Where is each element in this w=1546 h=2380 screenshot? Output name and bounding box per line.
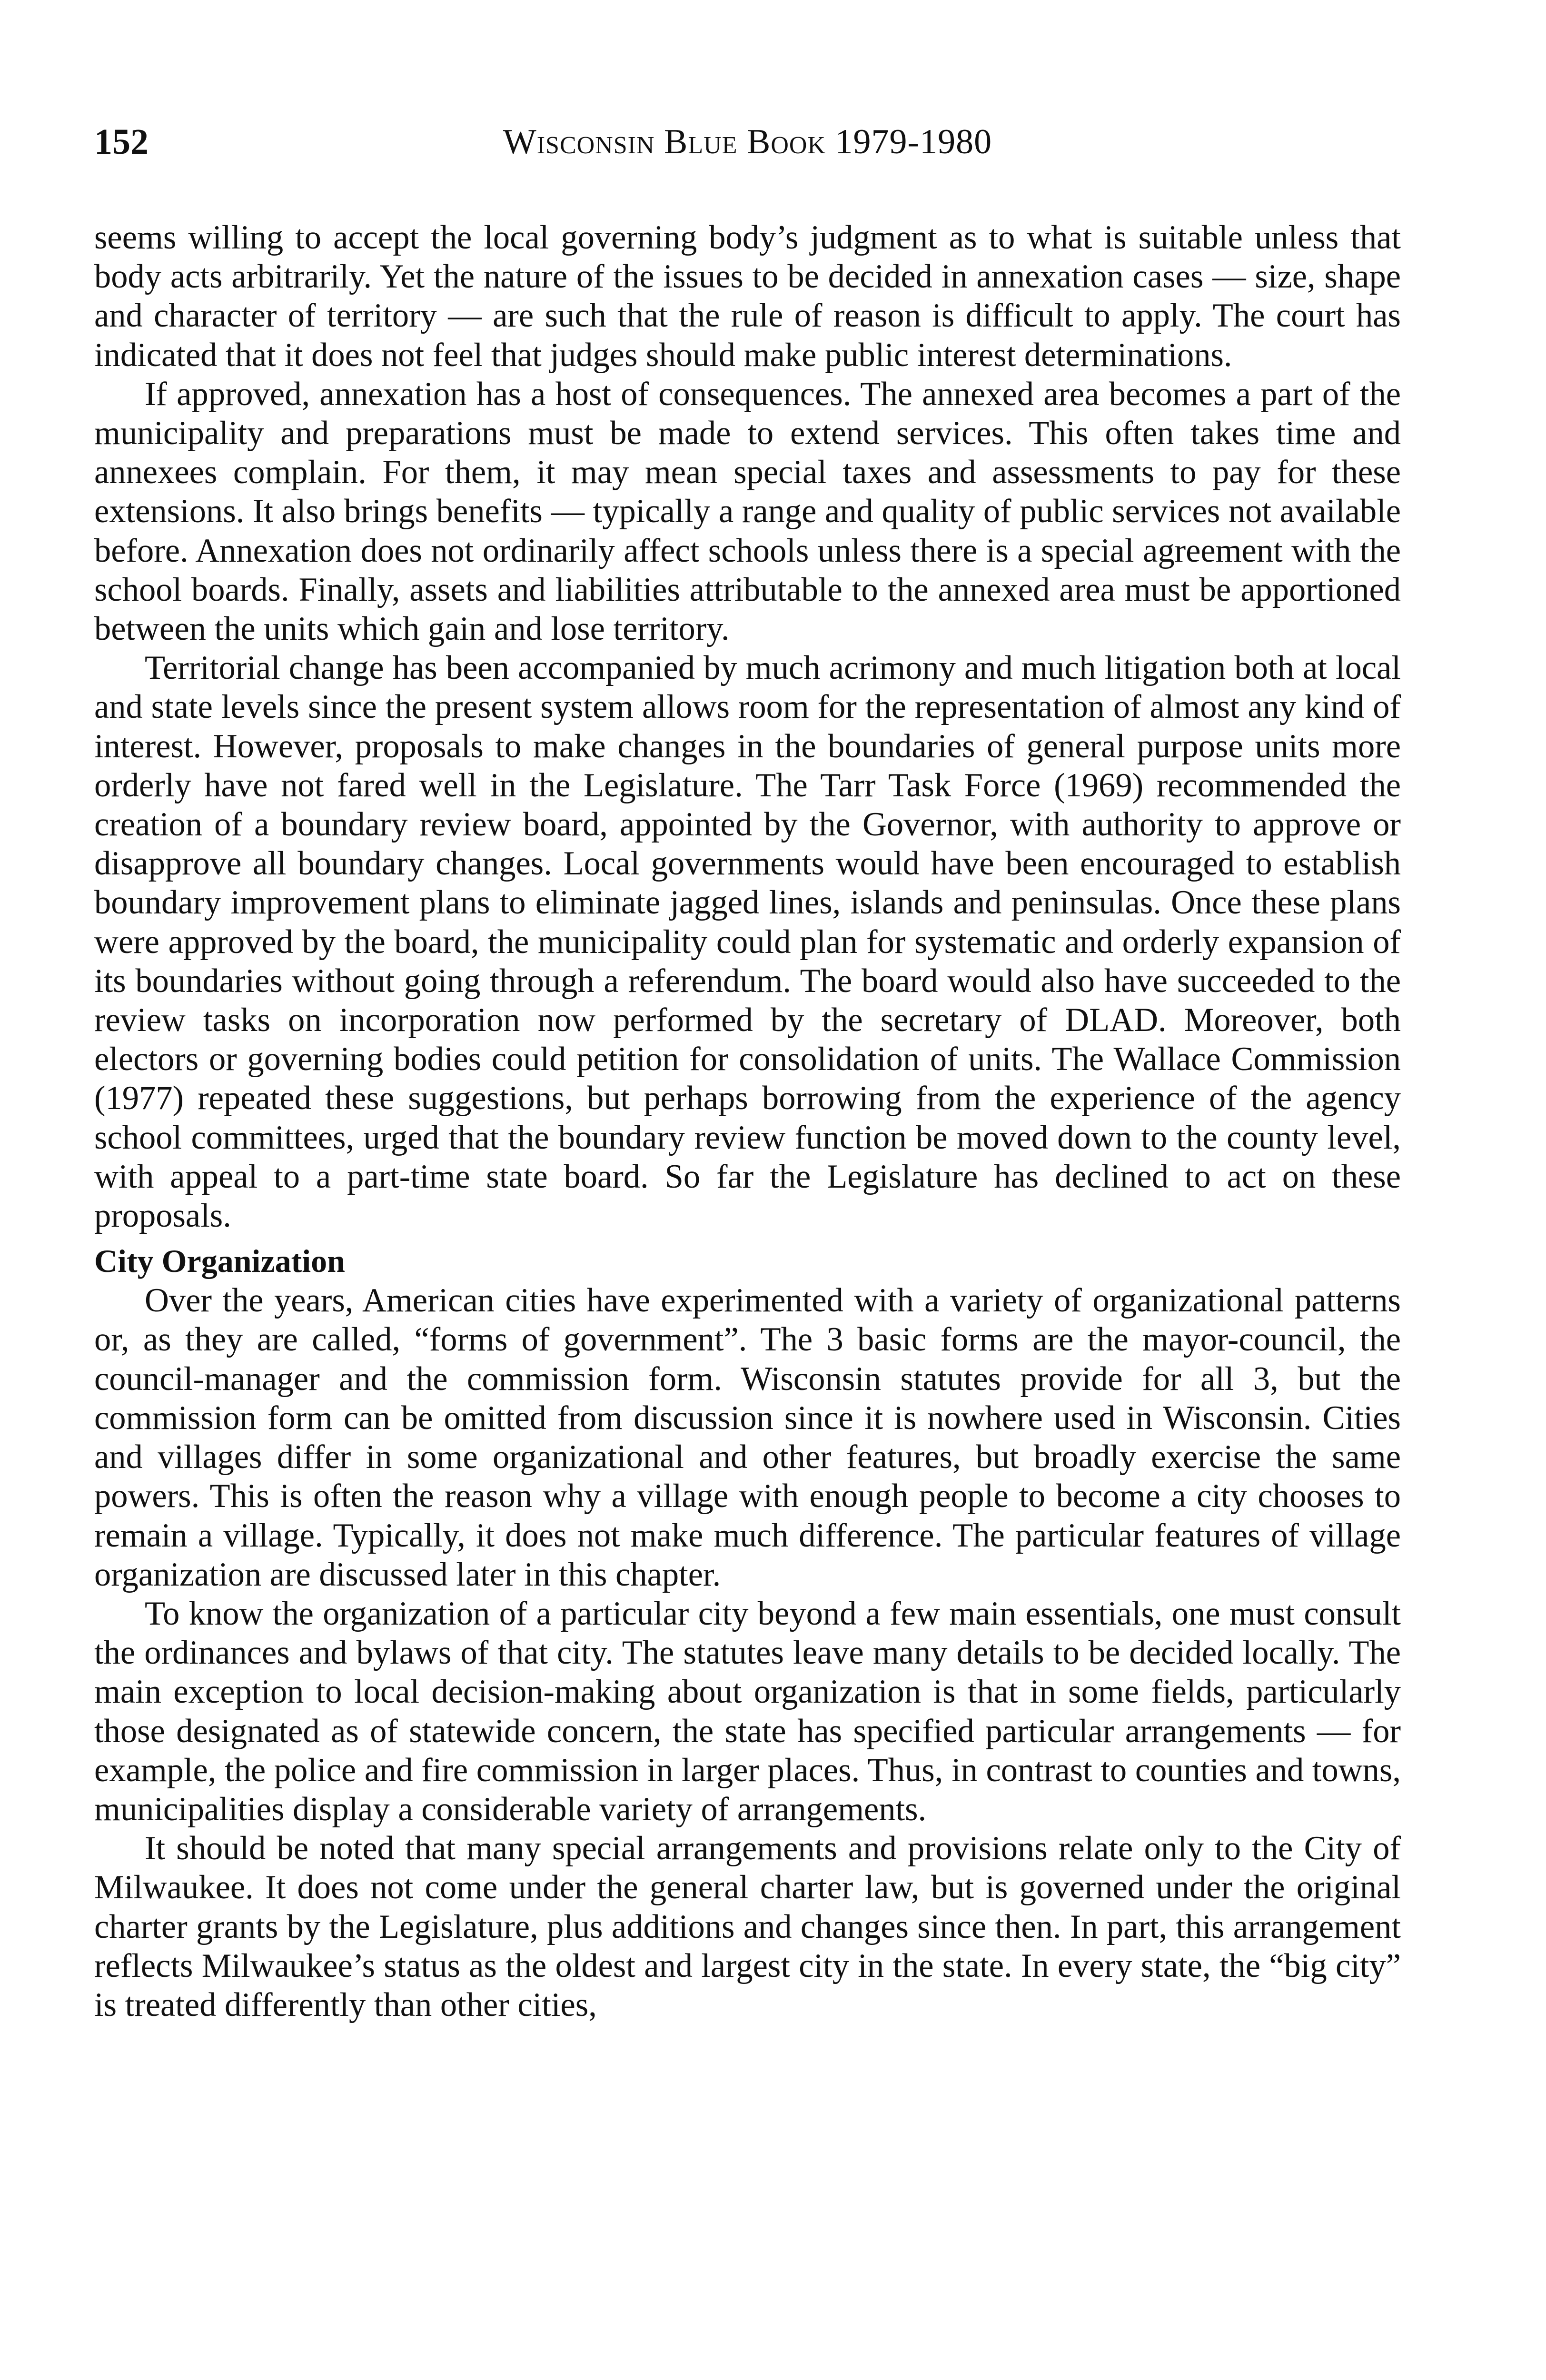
page-number: 152 [94,122,149,162]
running-header [94,118,1401,170]
running-title: Wisconsin Blue Book 1979-1980 [503,122,992,161]
paragraph-forms-of-government: Over the years, American cities have experimented with a variety of organizational patterns or, as they are called, “forms of government”. The 3 basic forms are the mayor-council, the council-manager and the commission form. Wisconsin statutes provide for all 3, but the commission form can be omitted from discussion since it is nowhere used in Wisconsin. Cities and villages differ in some organizational and other features, but broadly exercise the same powers. This is often the reason why a village with enough people to become a city chooses to remain a village. Typically, it does not make much difference. The particular features of village organization are discussed later in this chapter. [94,1282,1401,1593]
body-text [94,218,1401,2024]
paragraph-territorial-change: Territorial change has been accompanied by much acrimony and much litigation both at local and state levels since the present system allows room for the representation of almost any kind of interest. However, proposals to make changes in the boundaries of general purpose units more orderly have not fared well in the Legislature. The Tarr Task Force (1969) recommended the creation of a boundary review board, appointed by the Governor, with authority to approve or disapprove all boundary changes. Local governments would have been encouraged to establish boundary improvement plans to eliminate jagged lines, islands and peninsulas. Once these plans were approved by the board, the municipality could plan for systematic and orderly expansion of its boundaries without going through a referendum. The board would also have succeeded to the review tasks on incorporation now performed by the secretary of DLAD. Moreover, both electors or governing bodies could petition for consolidation of units. The Wallace Commission (1977) repeated these suggestions, but perhaps borrowing from the experience of the agency school committees, urged that the boundary review function be moved down to the county level, with appeal to a part-time state board. So far the Legislature has declined to act on these proposals. [94,649,1401,1235]
section-heading: City Organization [94,1243,345,1279]
paragraph-continued: seems willing to accept the local governing body’s judgment as to what is suitable unless that body acts arbitrarily. Yet the nature of the issues to be decided in annexation cases — size, shape and character of territory — are such that the rule of reason is difficult to apply. The court has indicated that it does not feel that judges should make public interest determinations. [94,219,1401,374]
paragraph-milwaukee: It should be noted that many special arrangements and provisions relate only to the City of Milwaukee. It does not come under the general charter law, but is governed under the original charter grants by the Legislature, plus additions and changes since then. In part, this arrangement reflects Milwaukee’s status as the oldest and largest city in the state. In every state, the “big city” is treated differently than other cities, [94,1830,1401,2023]
paragraph-city-ordinances: To know the organization of a particular city beyond a few main essentials, one must consult the ordinances and bylaws of that city. The statutes leave many details to be decided locally. The main exception to local decision-making about organization is that in some fields, particularly those designated as of statewide concern, the state has specified particular arrangements — for example, the police and fire commission in larger places. Thus, in contrast to counties and towns, municipalities display a considerable variety of arrangements. [94,1595,1401,1828]
paragraph-annexation-consequences: If approved, annexation has a host of consequences. The annexed area becomes a part of the municipality and preparations must be made to extend services. This often takes time and annexees complain. For them, it may mean special taxes and assessments to pay for these extensions. It also brings benefits — typically a range and quality of public services not available before. Annexation does not ordinarily affect schools unless there is a special agreement with the school boards. Finally, assets and liabilities attributable to the annexed area must be apportioned between the units which gain and lose territory. [94,375,1401,648]
